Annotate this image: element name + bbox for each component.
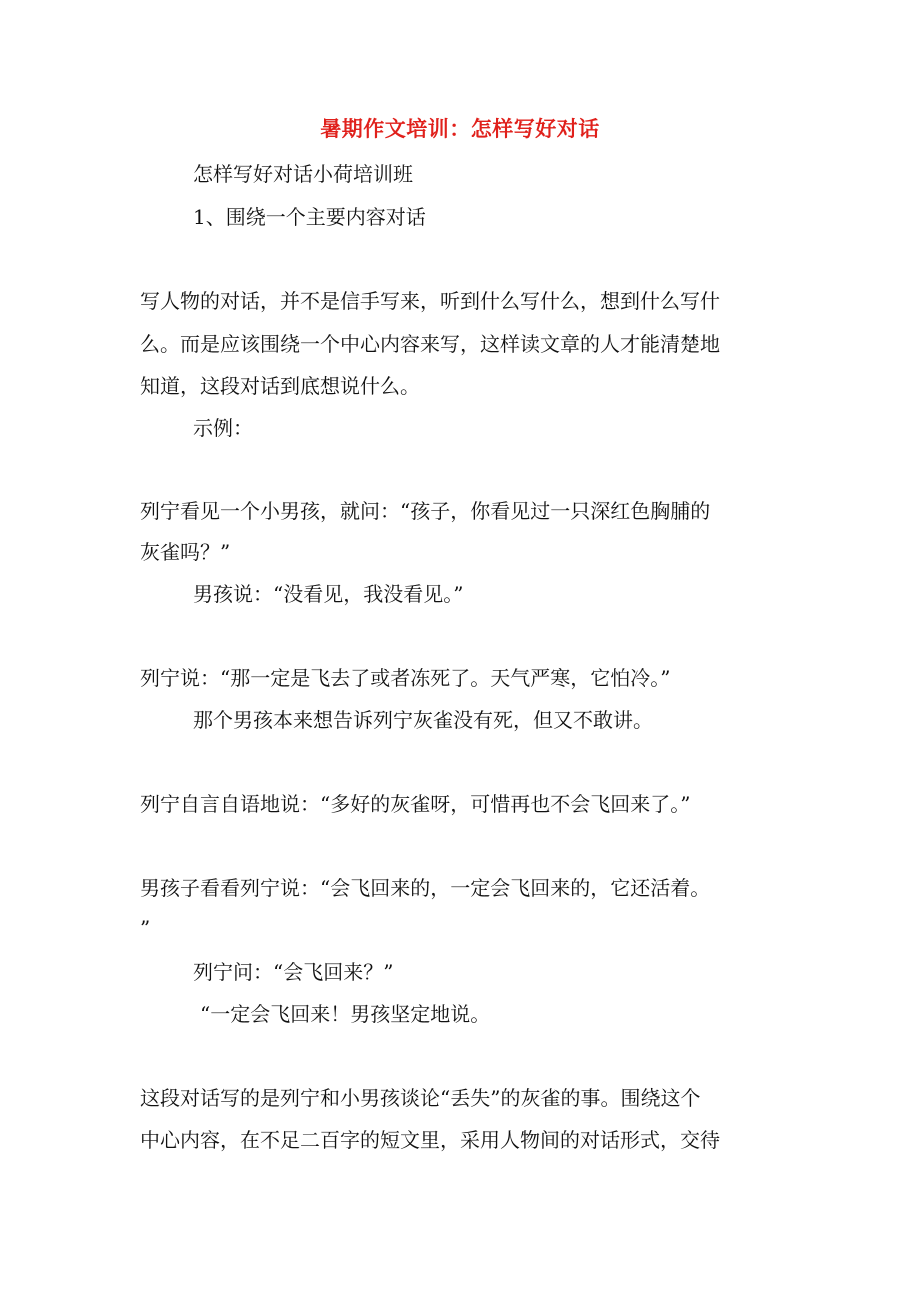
section-heading: 1、围绕一个主要内容对话: [193, 205, 426, 229]
dialogue-line: “一定会飞回来！男孩坚定地说。: [200, 1002, 491, 1026]
dialogue-line: 列宁问：“会飞回来？”: [193, 960, 394, 984]
paragraph-line: 列宁看见一个小男孩，就问：“孩子，你看见过一只深红色胸脯的: [140, 499, 711, 523]
paragraph-line: 中心内容，在不足二百字的短文里，采用人物间的对话形式，交待: [140, 1128, 720, 1152]
paragraph-line: 写人物的对话，并不是信手写来，听到什么写什么，想到什么写什: [140, 289, 720, 313]
dialogue-line: 列宁自言自语地说：“多好的灰雀呀，可惜再也不会飞回来了。”: [140, 792, 691, 816]
dialogue-line: 男孩说：“没看见，我没看见。”: [193, 582, 464, 606]
subtitle-line: 怎样写好对话小荷培训班: [193, 162, 413, 186]
dialogue-line: 列宁说：“那一定是飞去了或者冻死了。天气严寒，它怕冷。”: [140, 666, 671, 690]
paragraph-line: 么。而是应该围绕一个中心内容来写，这样读文章的人才能清楚地: [140, 332, 720, 356]
example-label: 示例：: [193, 416, 253, 440]
paragraph-line: 灰雀吗？”: [140, 540, 231, 564]
paragraph-line: 那个男孩本来想告诉列宁灰雀没有死，但又不敢讲。: [193, 708, 653, 732]
dialogue-line: 男孩子看看列宁说：“会飞回来的，一定会飞回来的，它还活着。: [140, 876, 711, 900]
paragraph-line: 知道，这段对话到底想说什么。: [140, 374, 420, 398]
dialogue-line: ”: [140, 916, 151, 940]
paragraph-line: 这段对话写的是列宁和小男孩谈论“丢失”的灰雀的事。围绕这个: [140, 1086, 701, 1110]
document-title: 暑期作文培训：怎样写好对话: [320, 116, 600, 141]
